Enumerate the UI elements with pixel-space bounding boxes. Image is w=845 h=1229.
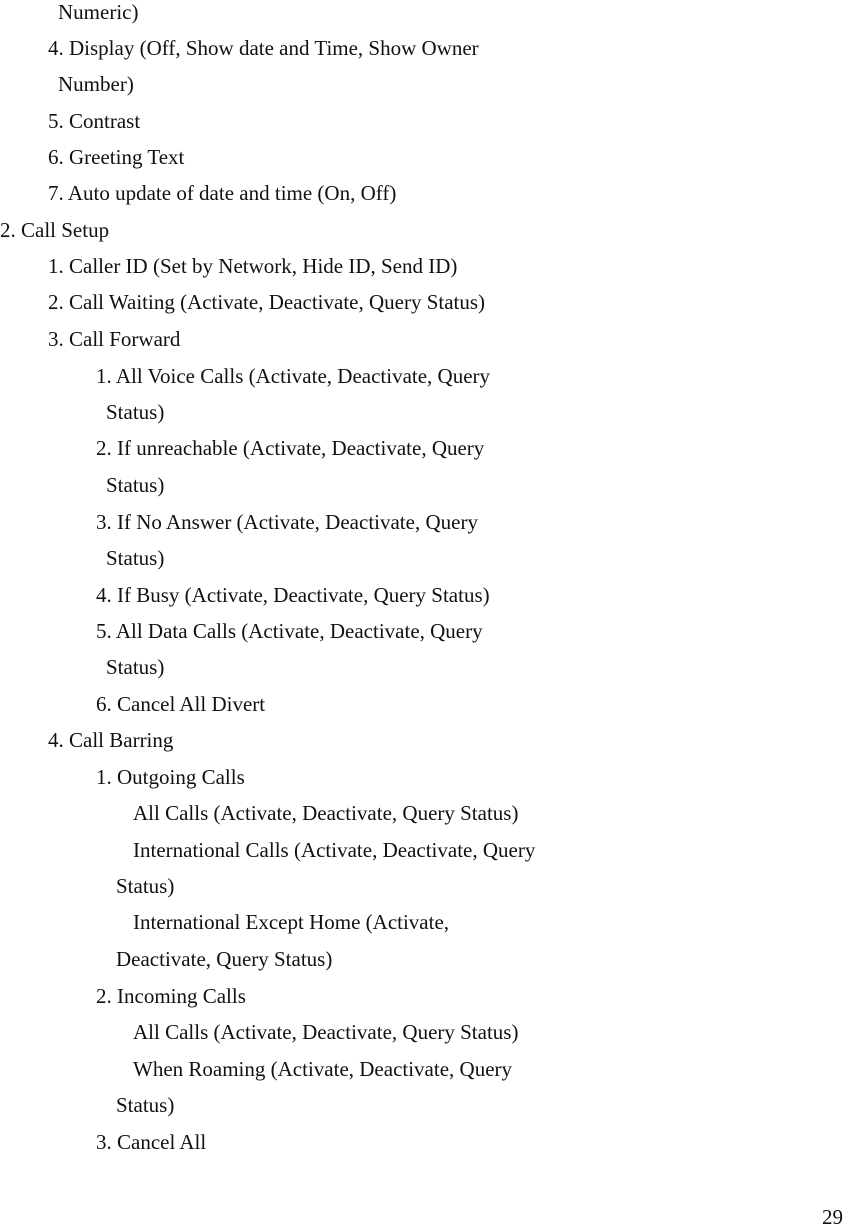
text-line: All Calls (Activate, Deactivate, Query Status) <box>133 801 519 825</box>
text-line: 6. Cancel All Divert <box>96 692 266 716</box>
section-heading: 2. Call Setup <box>0 218 110 242</box>
text-line: 3. Call Forward <box>48 327 181 351</box>
text-line: Status) <box>106 655 165 679</box>
text-line: Status) <box>116 1093 175 1117</box>
text-line: Numeric) <box>58 0 139 24</box>
text-line: 5. Contrast <box>48 109 141 133</box>
text-line: International Calls (Activate, Deactivate, Query <box>133 838 536 862</box>
text-line: 7. Auto update of date and time (On, Off) <box>48 181 397 205</box>
text-line: 6. Greeting Text <box>48 145 185 169</box>
text-line: 1. Outgoing Calls <box>96 765 245 789</box>
page-number: 29 <box>822 1205 843 1229</box>
text-line: 5. All Data Calls (Activate, Deactivate, Query <box>96 619 483 643</box>
text-line: Status) <box>116 874 175 898</box>
text-line: 4. If Busy (Activate, Deactivate, Query Status) <box>96 583 490 607</box>
text-line: 3. If No Answer (Activate, Deactivate, Query <box>96 510 478 534</box>
text-line: When Roaming (Activate, Deactivate, Query <box>133 1057 513 1081</box>
text-line: Number) <box>58 72 134 96</box>
text-line: Status) <box>106 546 165 570</box>
text-line: 2. Incoming Calls <box>96 984 246 1008</box>
text-line: 4. Display (Off, Show date and Time, Show Owner <box>48 36 479 60</box>
text-line: Status) <box>106 400 165 424</box>
text-line: All Calls (Activate, Deactivate, Query Status) <box>133 1020 519 1044</box>
text-line: 2. Call Waiting (Activate, Deactivate, Query Status) <box>48 290 486 314</box>
text-line: 1. Caller ID (Set by Network, Hide ID, Send ID) <box>48 254 458 278</box>
text-line: Deactivate, Query Status) <box>116 947 333 971</box>
text-line: 4. Call Barring <box>48 728 174 752</box>
text-line: 3. Cancel All <box>96 1130 207 1154</box>
text-line: 2. If unreachable (Activate, Deactivate, Query <box>96 436 485 460</box>
text-line: Status) <box>106 473 165 497</box>
text-line: 1. All Voice Calls (Activate, Deactivate, Query <box>96 364 491 388</box>
text-line: International Except Home (Activate, <box>133 910 450 934</box>
